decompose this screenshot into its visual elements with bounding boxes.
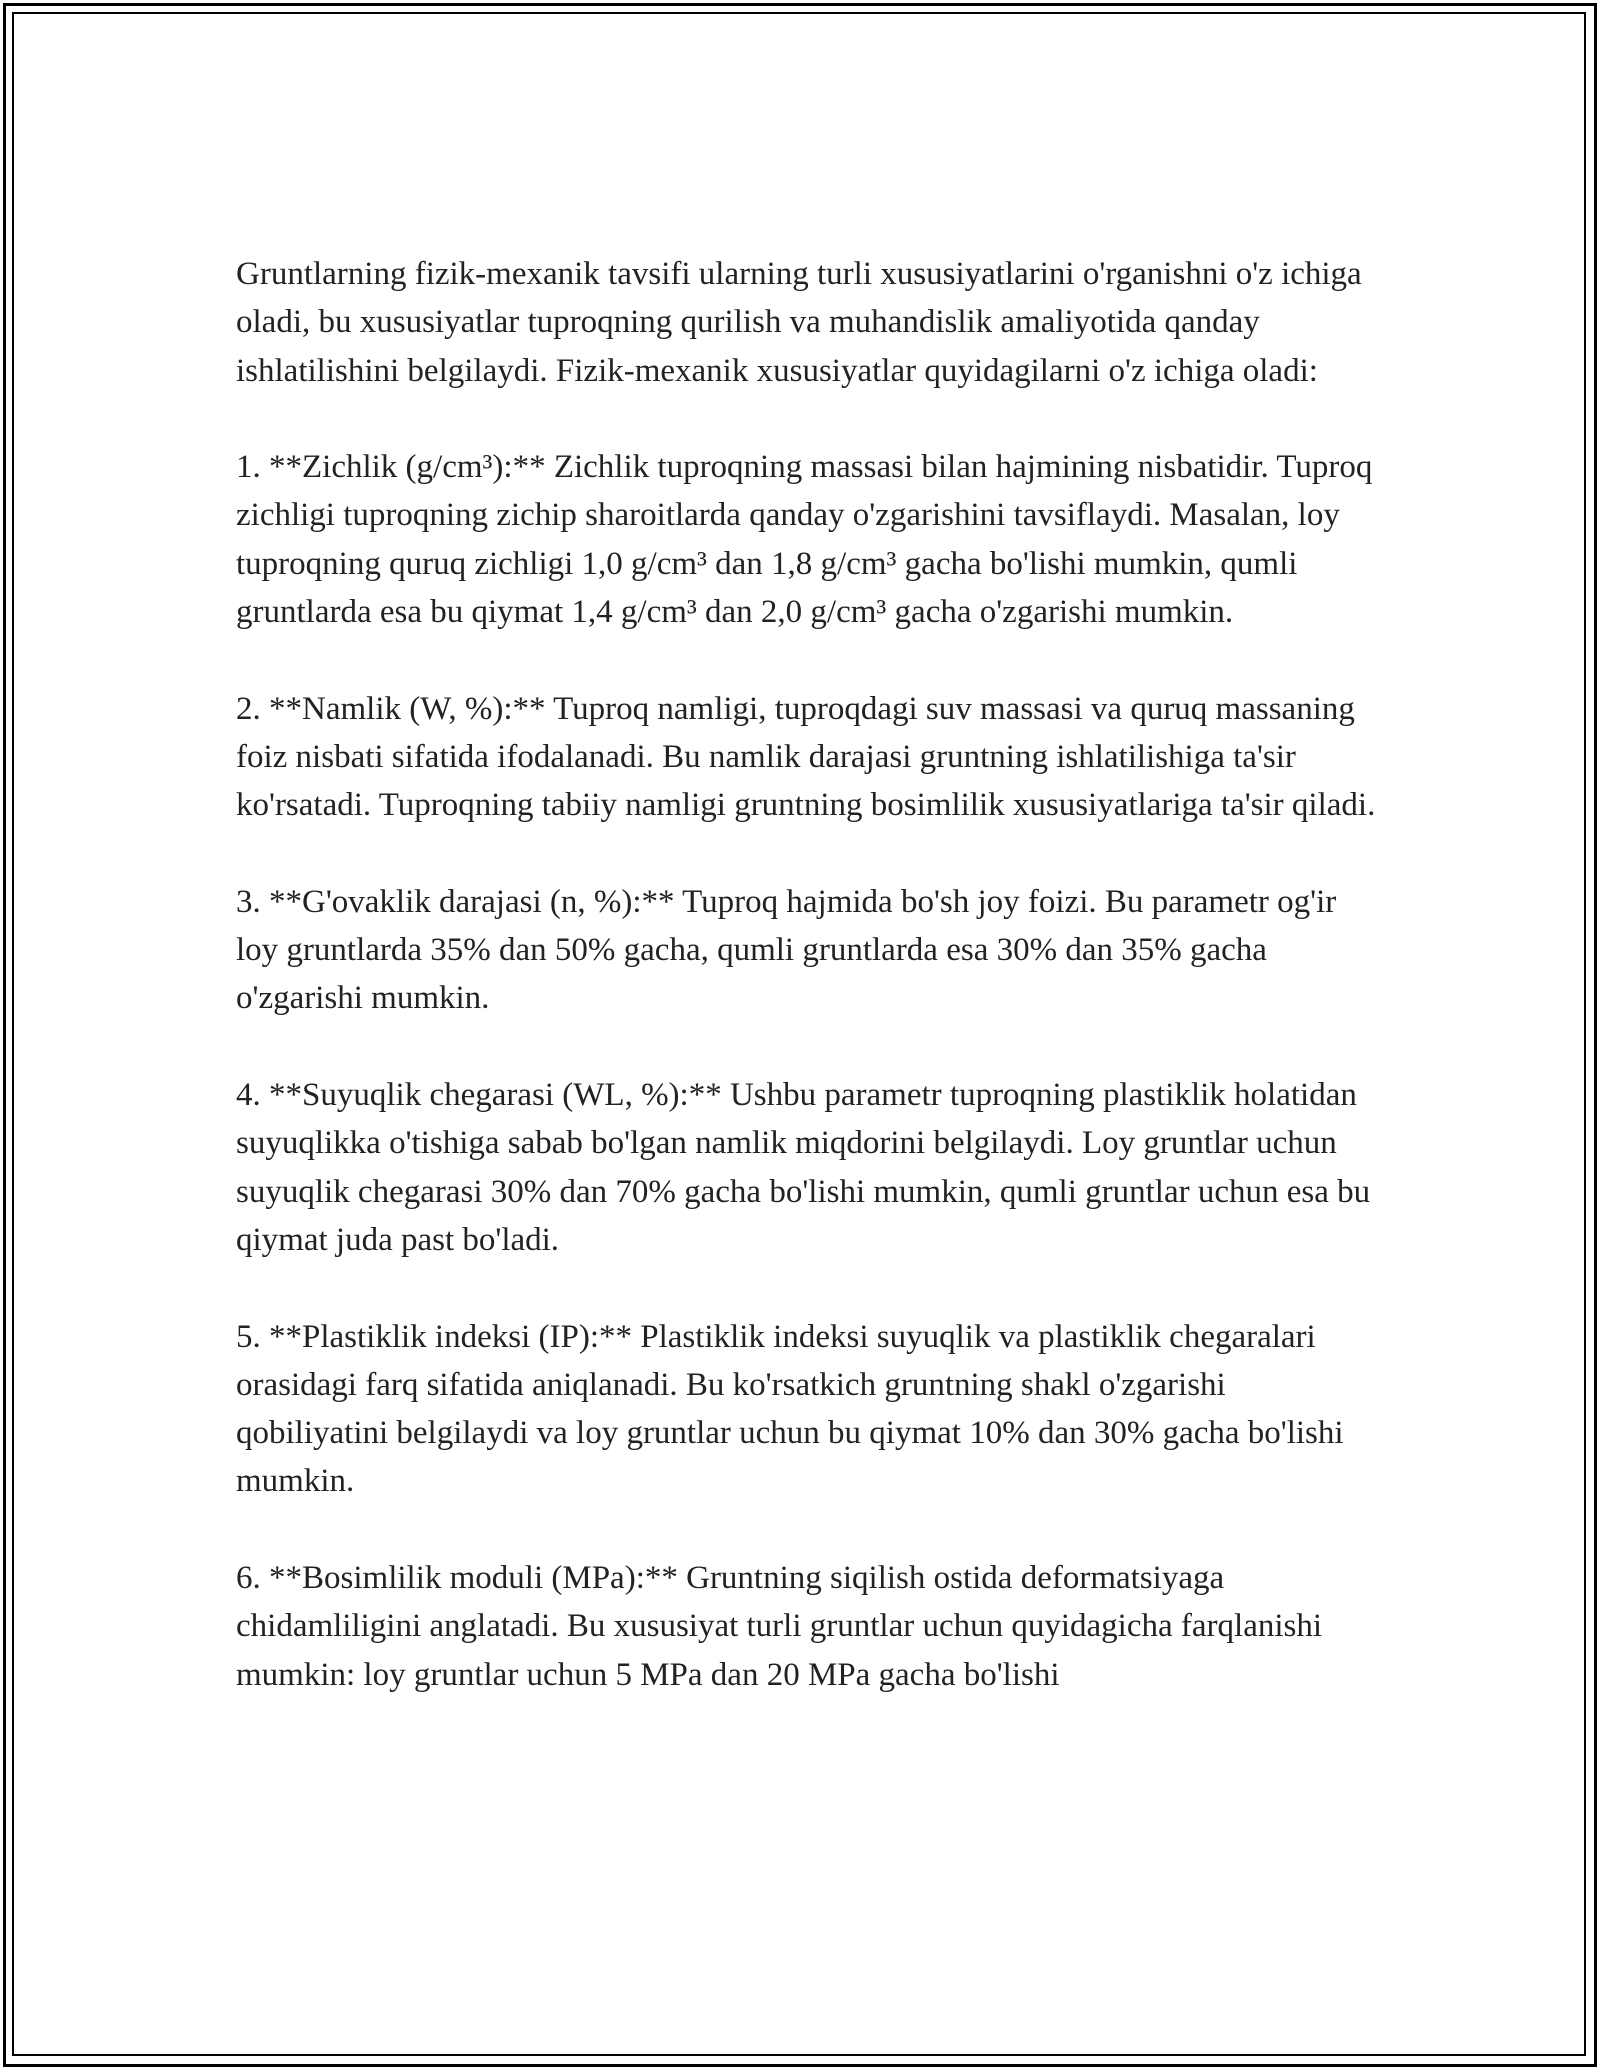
list-item: 6. **Bosimlilik moduli (MPa):** Gruntning siqilish ostida deformatsiyaga chidamliligini anglatadi. Bu xususiyat turli gruntlar uchun quyidagicha farqlanishi mumkin: loy gruntlar uchun 5 MPa dan 20 MPa gacha bo'lishi (236, 1560, 1323, 1693)
list-item: 5. **Plastiklik indeksi (IP):** Plastiklik indeksi suyuqlik va plastiklik chegaralari orasidagi farq sifatida aniqlanadi. Bu ko'rsatkich gruntning shakl o'zgarishi qobiliyatini belgilaydi va loy gruntlar uchun bu qiymat 10% dan 30% gacha bo'lishi mumkin. (236, 1318, 1344, 1500)
list-item: 2. **Namlik (W, %):** Tuproq namligi, tuproqdagi suv massasi va quruq massaning foiz nisbati sifatida ifodalanadi. Bu namlik darajasi gruntning ishlatilishiga ta'sir ko'rsatadi. Tuproqning tabiiy namligi gruntning bosimlilik xususiyatlariga ta'sir qiladi. (236, 690, 1376, 824)
list-item: 3. **G'ovaklik darajasi (n, %):** Tuproq hajmida bo'sh joy foizi. Bu parametr og'ir loy gruntlarda 35% dan 50% gacha, qumli gruntlarda esa 30% dan 35% gacha o'zgarishi mumkin. (236, 883, 1337, 1017)
document-body (236, 250, 1376, 1699)
list-item: 4. **Suyuqlik chegarasi (WL, %):** Ushbu parametr tuproqning plastiklik holatidan suyuqlikka o'tishiga sabab bo'lgan namlik miqdorini belgilaydi. Loy gruntlar uchun suyuqlik chegarasi 30% dan 70% gacha bo'lishi mumkin, qumli gruntlar uchun esa bu qiymat juda past bo'ladi. (236, 1077, 1371, 1258)
intro-paragraph: Gruntlarning fizik-mexanik tavsifi ularning turli xususiyatlarini o'rganishni o'z ichiga oladi, bu xususiyatlar tuproqning qurilish va muhandislik amaliyotida qanday ishlatilishini belgilaydi. Fizik-mexanik xususiyatlar quyidagilarni o'z ichiga oladi: (236, 256, 1362, 389)
list-item: 1. **Zichlik (g/cm³):** Zichlik tuproqning massasi bilan hajmining nisbatidir. Tuproq zichligi tuproqning zichip sharoitlarda qanday o'zgarishini tavsiflaydi. Masalan, loy tuproqning quruq zichligi 1,0 g/cm³ dan 1,8 g/cm³ gacha bo'lishi mumkin, qumli gruntlarda esa bu qiymat 1,4 g/cm³ dan 2,0 g/cm³ gacha o'zgarishi mumkin. (236, 449, 1373, 631)
